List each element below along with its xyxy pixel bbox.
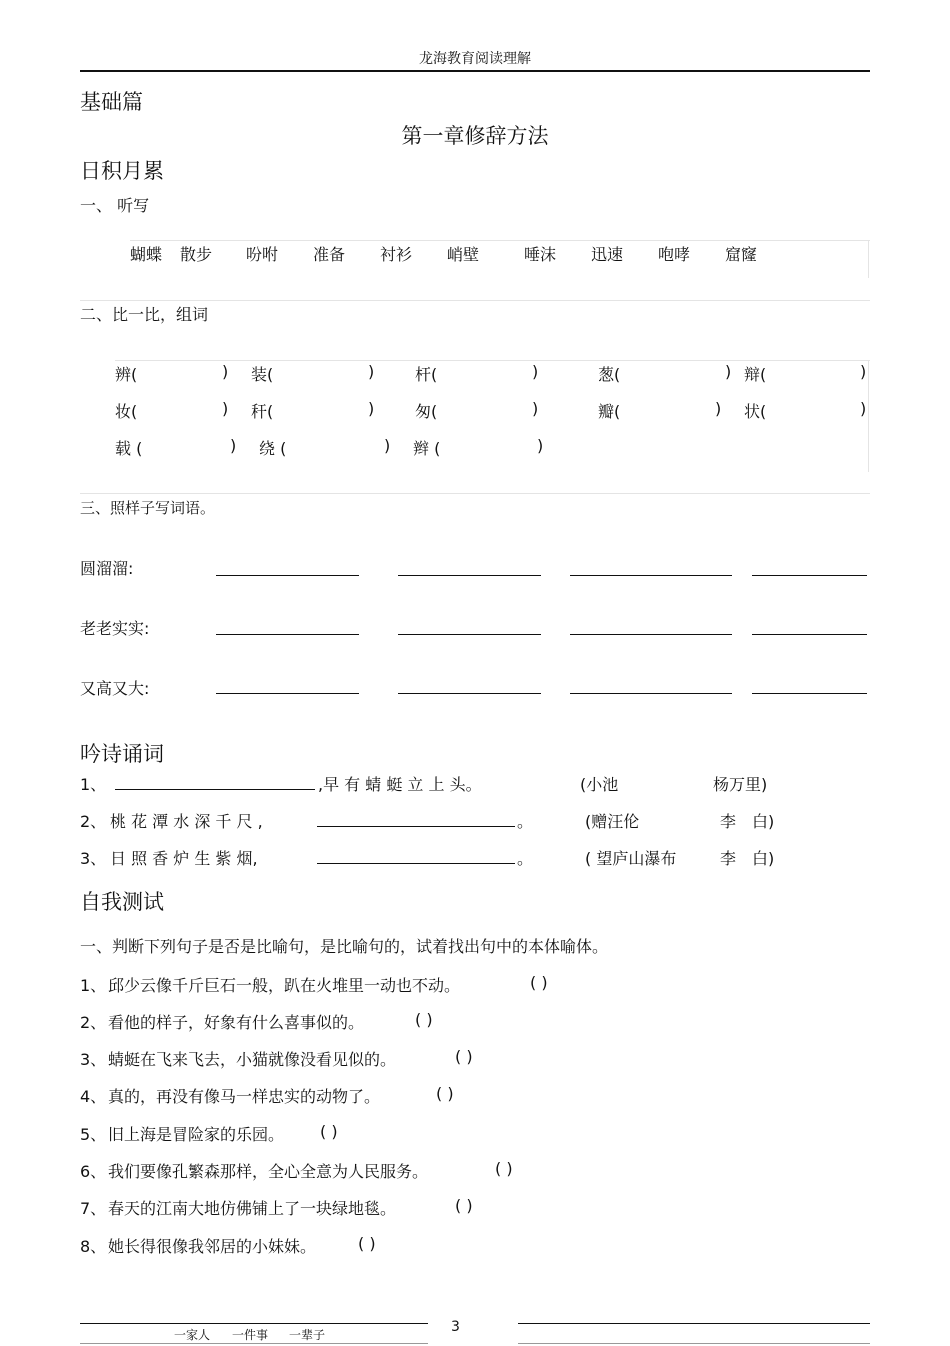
poem-text-after: 。 (517, 812, 534, 831)
dictation-word: 唾沫 (524, 245, 557, 264)
compare-paren: ) (368, 362, 375, 381)
poem-number: 2、 (80, 812, 107, 831)
answer-parentheses[interactable]: ( ) (495, 1159, 513, 1178)
compare-char: 装( (251, 365, 274, 384)
compare-box-bottom (80, 493, 870, 494)
pattern-item: 又高又大: (80, 679, 150, 698)
answer-blank[interactable] (752, 693, 867, 694)
compare-paren: ) (230, 436, 237, 455)
answer-blank[interactable] (398, 693, 541, 694)
pattern-heading: 三、照样子写词语。 (80, 499, 216, 517)
compare-paren: ) (532, 399, 539, 418)
item-number: 7、 (80, 1199, 107, 1218)
compare-char: 瓣( (598, 402, 621, 421)
dictation-box-side (868, 240, 869, 278)
dictation-word: 窟窿 (725, 245, 758, 264)
poem-source: ( 望庐山瀑布 (585, 849, 677, 868)
answer-parentheses[interactable]: ( ) (455, 1196, 473, 1215)
compare-char: 葱( (598, 365, 621, 384)
poem-source: (小池 (580, 775, 619, 794)
answer-blank[interactable] (570, 575, 732, 576)
item-number: 5、 (80, 1125, 107, 1144)
item-number: 6、 (80, 1162, 107, 1181)
poem-blank[interactable] (317, 826, 515, 827)
compare-char: 辫 ( (413, 439, 441, 458)
section-title-accumulate: 日积月累 (80, 159, 164, 183)
compare-heading: 二、比一比，组词 (80, 305, 209, 324)
answer-parentheses[interactable]: ( ) (530, 973, 548, 992)
compare-char: 载 ( (115, 439, 143, 458)
item-text: 她长得很像我邻居的小妹妹。 (108, 1237, 317, 1256)
dictation-word: 吩咐 (246, 245, 279, 264)
compare-paren: ) (222, 399, 229, 418)
poem-text-before: 日 照 香 炉 生 紫 烟, (110, 849, 258, 868)
answer-blank[interactable] (216, 575, 359, 576)
answer-blank[interactable] (398, 575, 541, 576)
footer-slogan-word: 一件事 (232, 1328, 269, 1342)
answer-blank[interactable] (752, 575, 867, 576)
poem-blank[interactable] (317, 863, 515, 864)
self-test-instruction: 一、判断下列句子是否是比喻句，是比喻句的，试着找出句中的本体喻体。 (80, 937, 609, 956)
dictation-heading: 一、 听写 (80, 196, 150, 215)
poem-blank[interactable] (115, 789, 315, 790)
compare-char: 辨( (115, 365, 138, 384)
compare-char: 杆( (415, 365, 438, 384)
dictation-word: 迅速 (591, 245, 624, 264)
compare-char: 秆( (251, 402, 274, 421)
compare-paren: ) (537, 436, 544, 455)
answer-parentheses[interactable]: ( ) (320, 1122, 338, 1141)
poem-source: (赠汪伦 (585, 812, 640, 831)
dictation-word: 咆哮 (658, 245, 691, 264)
footer-slogan-word: 一辈子 (289, 1328, 326, 1342)
poem-text-before: 桃 花 潭 水 深 千 尺 , (110, 812, 263, 831)
compare-char: 状( (744, 402, 767, 421)
item-number: 2、 (80, 1013, 107, 1032)
compare-box-top (115, 360, 870, 361)
header-rule (80, 70, 870, 72)
footer-slogan-word: 一家人 (174, 1328, 211, 1342)
item-text: 看他的样子，好象有什么喜事似的。 (108, 1013, 365, 1032)
compare-paren: ) (860, 399, 867, 418)
dictation-word: 准备 (313, 245, 346, 264)
compare-paren: ) (725, 362, 732, 381)
dictation-word: 散步 (180, 245, 213, 264)
answer-parentheses[interactable]: ( ) (455, 1047, 473, 1066)
chapter-title: 第一章修辞方法 (401, 124, 549, 148)
part-title: 基础篇 (80, 90, 143, 114)
footer-rule-right-bottom (518, 1343, 870, 1344)
item-text: 邱少云像千斤巨石一般，趴在火堆里一动也不动。 (108, 976, 461, 995)
item-number: 8、 (80, 1237, 107, 1256)
poem-text-after: 。 (517, 849, 534, 868)
answer-blank[interactable] (570, 634, 732, 635)
dictation-box-bottom (80, 300, 870, 301)
footer-rule-left-bottom (80, 1343, 428, 1344)
compare-char: 妆( (115, 402, 138, 421)
item-text: 蜻蜓在飞来飞去，小猫就像没看见似的。 (108, 1050, 397, 1069)
footer-rule-left (80, 1323, 428, 1324)
poem-text-after: ,早 有 蜻 蜓 立 上 头。 (318, 775, 482, 794)
item-text: 真的，再没有像马一样忠实的动物了。 (108, 1087, 381, 1106)
answer-blank[interactable] (752, 634, 867, 635)
dictation-box-top (130, 240, 870, 241)
poem-author: 李 白) (720, 849, 775, 868)
dictation-word: 蝴蝶 (130, 245, 163, 264)
pattern-item: 圆溜溜: (80, 559, 134, 578)
compare-paren: ) (384, 436, 391, 455)
compare-box-side (868, 360, 869, 472)
answer-blank[interactable] (570, 693, 732, 694)
section-title-self-test: 自我测试 (80, 890, 164, 914)
page-number: 3 (451, 1319, 460, 1335)
item-number: 3、 (80, 1050, 107, 1069)
item-text: 旧上海是冒险家的乐园。 (108, 1125, 285, 1144)
item-number: 1、 (80, 976, 107, 995)
item-text: 我们要像孔繁森那样，全心全意为人民服务。 (108, 1162, 429, 1181)
dictation-word: 衬衫 (380, 245, 413, 264)
compare-paren: ) (715, 399, 722, 418)
poem-number: 1、 (80, 775, 107, 794)
answer-blank[interactable] (216, 693, 359, 694)
answer-blank[interactable] (216, 634, 359, 635)
compare-paren: ) (532, 362, 539, 381)
compare-paren: ) (860, 362, 867, 381)
item-number: 4、 (80, 1087, 107, 1106)
answer-parentheses[interactable]: ( ) (358, 1234, 376, 1253)
poem-author: 杨万里) (713, 775, 768, 794)
footer-rule-right (518, 1323, 870, 1324)
compare-char: 匆( (415, 402, 438, 421)
compare-char: 绕 ( (259, 439, 287, 458)
compare-paren: ) (368, 399, 375, 418)
answer-blank[interactable] (398, 634, 541, 635)
poem-author: 李 白) (720, 812, 775, 831)
section-title-poems: 吟诗诵词 (80, 742, 164, 766)
answer-parentheses[interactable]: ( ) (436, 1084, 454, 1103)
compare-char: 辩( (744, 365, 767, 384)
item-text: 春天的江南大地仿佛铺上了一块绿地毯。 (108, 1199, 397, 1218)
compare-paren: ) (222, 362, 229, 381)
poem-number: 3、 (80, 849, 107, 868)
pattern-item: 老老实实: (80, 619, 150, 638)
page-header-title: 龙海教育阅读理解 (419, 51, 531, 67)
dictation-word: 峭壁 (447, 245, 480, 264)
answer-parentheses[interactable]: ( ) (415, 1010, 433, 1029)
